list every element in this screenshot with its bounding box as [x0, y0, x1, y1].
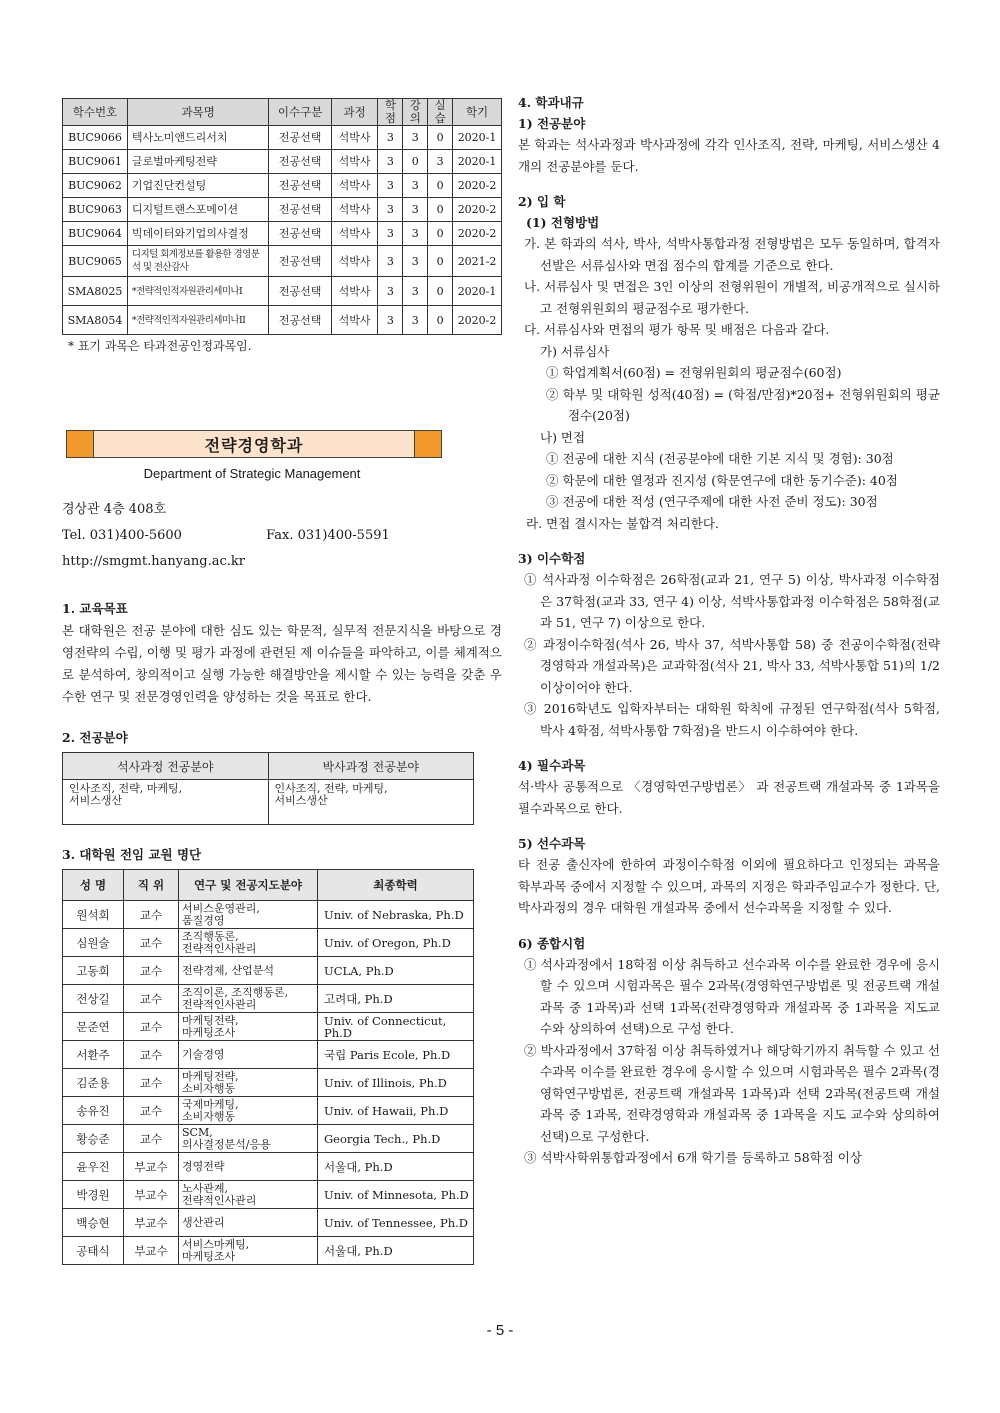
faculty-position: 부교수: [124, 1209, 179, 1237]
faculty-field: [179, 1153, 318, 1181]
faculty-name: 박경원: [63, 1181, 124, 1209]
faculty-field-line: 마케팅조사: [182, 1025, 236, 1039]
faculty-position: 부교수: [124, 1181, 179, 1209]
document-review-heading: 가) 서류심사: [540, 343, 610, 359]
contact-info: [62, 497, 502, 575]
course-practice: 0: [428, 277, 453, 306]
department-title-box: [66, 430, 442, 458]
course-practice: 0: [428, 198, 453, 222]
faculty-degree: 고려대, Ph.D: [318, 985, 474, 1013]
faculty-position: 교수: [124, 1041, 179, 1069]
course-practice: 0: [428, 126, 453, 150]
faculty-degree: 서울대, Ph.D: [318, 1153, 474, 1181]
credits-item: ② 과정이수학점(석사 26, 박사 37, 석박사통합 58) 중 전공이수학점(전략경영학과 개설과목)은 교과학점(석사 21, 박사 33, 석박사통합 51)의 1/2 이상이어야 한다.: [524, 636, 940, 695]
faculty-name: 송유진: [63, 1097, 124, 1125]
course-type: 전공선택: [269, 277, 331, 306]
faculty-position: 교수: [124, 1097, 179, 1125]
document-criterion: ① 학업계획서(60점) = 전형위원회의 평균점수(60점): [546, 365, 842, 380]
website-link[interactable]: http://smgmt.hanyang.ac.kr: [62, 554, 245, 569]
faculty-field: [179, 957, 318, 985]
course-row: [63, 246, 502, 277]
faculty-degree: Univ. of Illinois, Ph.D: [318, 1069, 474, 1097]
faculty-position: 교수: [124, 901, 179, 929]
faculty-row: [63, 1041, 474, 1069]
document-criterion: ② 학부 및 대학원 성적(40점) = (학점/만점)*20점+ 전형위원회의 평균점수(20점): [546, 386, 940, 423]
department-title: 전략경영학과: [204, 435, 304, 455]
course-course: 석박사: [331, 277, 378, 306]
faculty-field-line: 마케팅조사: [182, 1249, 236, 1263]
faculty-row: [63, 1181, 474, 1209]
course-course: 석박사: [331, 174, 378, 198]
faculty-degree: Univ. of Connecticut, Ph.D: [318, 1013, 474, 1041]
course-credit: 3: [378, 306, 403, 335]
faculty-field: [179, 1069, 318, 1097]
credits-heading: 3) 이수학점: [518, 551, 586, 566]
col-header: 강의: [403, 99, 428, 126]
selection-method-heading: (1) 전형방법: [526, 215, 600, 230]
course-credit: 3: [378, 222, 403, 246]
faculty-degree: UCLA, Ph.D: [318, 957, 474, 985]
course-practice: 0: [428, 222, 453, 246]
phd-fields-header: 박사과정 전공분야: [268, 753, 474, 780]
course-row: [63, 277, 502, 306]
course-lecture: 3: [403, 198, 428, 222]
faculty-name: 문준연: [63, 1013, 124, 1041]
page-number: - 5 -: [486, 1322, 514, 1339]
admission-heading: 2) 입 학: [518, 194, 566, 209]
faculty-table-header: [63, 870, 474, 901]
faculty-position: 교수: [124, 1069, 179, 1097]
prerequisite-text: 타 전공 출신자에 한하여 과정이수학점 이외에 필요하다고 인정되는 과목을 학부과목 중에서 지정할 수 있으며, 과목의 지정은 학과주임교수가 정한다. 단, 박사과정의 경우 대학원 개설과목 중에서 선수과목을 지정할 수 있다.: [518, 857, 941, 915]
course-lecture: 3: [403, 174, 428, 198]
faculty-field-line: 의사결정분석/응용: [182, 1137, 271, 1151]
faculty-row: [63, 1097, 474, 1125]
course-code: BUC9062: [63, 174, 128, 198]
faculty-field-line: 마케팅전략,: [182, 1069, 239, 1083]
faculty-field-line: 마케팅전략,: [182, 1013, 239, 1027]
course-row: [63, 222, 502, 246]
course-name: 디지털트랜스포메이션: [127, 198, 268, 222]
required-courses-text: 석·박사 공통적으로 〈경영학연구방법론〉 과 전공트랙 개설과목 중 1과목을 필수과목으로 한다.: [518, 779, 940, 816]
course-lecture: 3: [403, 277, 428, 306]
office-location: 경상관 4층 408호: [62, 502, 167, 517]
course-code: BUC9061: [63, 150, 128, 174]
course-credit: 3: [378, 126, 403, 150]
education-goal-text: 본 대학원은 전공 분야에 대한 심도 있는 학문적, 실무적 전문지식을 바탕으로 경영전략의 수립, 이행 및 평가 과정에 관련된 제 이슈들을 파악하고, 이를 체계적으로 분석하여, 창의적이고 실행 가능한 해결방안을 제시할 수 있는 능력을 갖춘 우수한 연구 및 전문경영인력을 양성하는 것을 목표로 한다.: [62, 623, 502, 704]
col-header: 연구 및 전공지도분야: [179, 870, 318, 901]
faculty-position: 교수: [124, 985, 179, 1013]
course-practice: 0: [428, 246, 453, 277]
faculty-field-line: 전략경제, 산업분석: [182, 963, 275, 977]
course-code: BUC9066: [63, 126, 128, 150]
faculty-position: 교수: [124, 957, 179, 985]
comprehensive-exam-heading: 6) 종합시험: [518, 935, 586, 951]
faculty-name: 전상길: [63, 985, 124, 1013]
course-practice: 0: [428, 174, 453, 198]
faculty-position: 부교수: [124, 1153, 179, 1181]
faculty-row: [63, 1237, 474, 1265]
exam-item: ① 석사과정에서 18학점 이상 취득하고 선수과목 이수를 완료한 경우에 응시할 수 있으며 시험과목은 필수 2과목(경영학연구방법론 및 전공트랙 개설과목 중 1과목)과 선택 1과목(전략경영학과 개설과목 중 1과목을 지도교수와 상의하여 선택)으로 구성 한다.: [524, 956, 940, 1036]
course-semester: 2020-1: [453, 126, 502, 150]
faculty-field-line: 소비자행동: [182, 1081, 236, 1095]
faculty-degree: Univ. of Hawaii, Ph.D: [318, 1097, 474, 1125]
faculty-row: [63, 1125, 474, 1153]
col-header: 최종학력: [318, 870, 474, 901]
course-course: 석박사: [331, 306, 378, 335]
course-name: 디지털 회계정보를 활용한 경영분석 및 전산감사: [127, 246, 268, 277]
course-semester: 2020-2: [453, 198, 502, 222]
phd-fields-line: 서비스생산: [274, 794, 328, 807]
faculty-name: 서환주: [63, 1041, 124, 1069]
faculty-field-line: 노사관계,: [182, 1181, 229, 1195]
course-name: 빅데이터와기업의사결정: [127, 222, 268, 246]
admission-item-ra: 라. 면접 결시자는 불합격 처리한다.: [526, 515, 719, 531]
course-lecture: 3: [403, 246, 428, 277]
course-code: BUC9064: [63, 222, 128, 246]
accent-bar-right: [414, 430, 442, 458]
col-header: 이수구분: [269, 99, 331, 126]
course-lecture: 3: [403, 306, 428, 335]
course-name: *전략적인적자원관리세미나II: [127, 306, 268, 335]
faculty-field-line: 서비스마케팅,: [182, 1237, 250, 1251]
course-credit: 3: [378, 277, 403, 306]
faculty-field-line: 생산관리: [182, 1215, 225, 1229]
faculty-name: 김준용: [63, 1069, 124, 1097]
faculty-name: 황승준: [63, 1125, 124, 1153]
course-lecture: 0: [403, 150, 428, 174]
course-practice: 3: [428, 150, 453, 174]
col-header: 학기: [453, 99, 502, 126]
faculty-name: 원석희: [63, 901, 124, 929]
col-header: 직 위: [124, 870, 179, 901]
education-goal-heading: 1. 교육목표: [62, 601, 128, 616]
course-row: [63, 150, 502, 174]
telephone: Tel. 031)400-5600: [62, 528, 182, 543]
fax: Fax. 031)400-5591: [266, 528, 390, 543]
faculty-field: [179, 1209, 318, 1237]
master-fields-cell: [63, 780, 269, 825]
course-semester: 2020-1: [453, 150, 502, 174]
course-row: [63, 174, 502, 198]
faculty-degree: Univ. of Minnesota, Ph.D: [318, 1181, 474, 1209]
master-fields-line: 인사조직, 전략, 마케팅,: [69, 782, 183, 795]
course-lecture: 3: [403, 222, 428, 246]
col-header: 성 명: [63, 870, 124, 901]
admission-item-da: 다. 서류심사와 면접의 평가 항목 및 배점은 다음과 같다.: [524, 322, 830, 337]
col-header: 학점: [378, 99, 403, 126]
faculty-row: [63, 929, 474, 957]
course-code: BUC9063: [63, 198, 128, 222]
faculty-row: [63, 901, 474, 929]
faculty-row: [63, 1069, 474, 1097]
faculty-position: 부교수: [124, 1237, 179, 1265]
course-note: * 표기 과목은 타과전공인정과목임.: [68, 339, 252, 353]
course-semester: 2020-1: [453, 277, 502, 306]
course-course: 석박사: [331, 246, 378, 277]
phd-fields-line: 인사조직, 전략, 마케팅,: [274, 782, 388, 795]
faculty-field: [179, 1181, 318, 1209]
faculty-position: 교수: [124, 1013, 179, 1041]
course-name: 기업진단컨설팅: [127, 174, 268, 198]
course-credit: 3: [378, 174, 403, 198]
faculty-field: [179, 1125, 318, 1153]
faculty-position: 교수: [124, 1125, 179, 1153]
right-column: [518, 92, 940, 1169]
faculty-degree: 서울대, Ph.D: [318, 1237, 474, 1265]
faculty-field-line: 소비자행동: [182, 1109, 236, 1123]
course-row: [63, 126, 502, 150]
faculty-field-line: 서비스운영관리,: [182, 901, 260, 915]
interview-criterion: ① 전공에 대한 지식 (전공분야에 대한 기본 지식 및 경험): 30점: [546, 451, 894, 466]
faculty-row: [63, 1209, 474, 1237]
faculty-name: 고동희: [63, 957, 124, 985]
rules-heading: 4. 학과내규: [518, 95, 584, 110]
faculty-row: [63, 1153, 474, 1181]
faculty-field-line: SCM,: [182, 1125, 213, 1139]
course-type: 전공선택: [269, 198, 331, 222]
faculty-field: [179, 1041, 318, 1069]
course-course: 석박사: [331, 126, 378, 150]
course-type: 전공선택: [269, 222, 331, 246]
faculty-degree: 국립 Paris Ecole, Ph.D: [318, 1041, 474, 1069]
faculty-field-line: 전략적인사관리: [182, 941, 257, 955]
faculty-field-line: 경영전략: [182, 1159, 225, 1173]
faculty-field-line: 국제마케팅,: [182, 1097, 239, 1111]
phone-fax-line: [62, 523, 502, 549]
course-course: 석박사: [331, 150, 378, 174]
course-row: [63, 198, 502, 222]
faculty-field-line: 전략적인사관리: [182, 997, 257, 1011]
fields-text: 본 학과는 석사과정과 박사과정에 각각 인사조직, 전략, 마케팅, 서비스생산 4개의 전공분야를 둔다.: [518, 137, 940, 174]
major-fields-heading: 2. 전공분야: [62, 730, 128, 745]
exam-item: ② 박사과정에서 37학점 이상 취득하였거나 해당학기까지 취득할 수 있고 선수과목 이수를 완료한 경우에 응시할 수 있으며 시험과목은 필수 2과목(경영학연구방법론, 전공트랙 개설과목 1과목)과 선택 2과목(전공트랙 개설과목 중 1과목, 전략경영학과 개설과목 중 1과목을 지도 교수와 상의하여 선택)으로 구성한다.: [524, 1042, 940, 1144]
course-type: 전공선택: [269, 126, 331, 150]
faculty-field-line: 조직행동론,: [182, 929, 239, 943]
course-course: 석박사: [331, 198, 378, 222]
faculty-field-line: 기술경영: [182, 1047, 225, 1061]
faculty-field: [179, 1237, 318, 1265]
col-header: 실습: [428, 99, 453, 126]
course-lecture: 3: [403, 126, 428, 150]
course-table: [62, 98, 502, 335]
course-code: SMA8054: [63, 306, 128, 335]
faculty-field: [179, 901, 318, 929]
faculty-field: [179, 985, 318, 1013]
admission-item-na: 나. 서류심사 및 면접은 3인 이상의 전형위원이 개별적, 비공개적으로 실시하고 전형위원회의 평균점수로 평가한다.: [524, 279, 940, 316]
interview-criterion: ③ 전공에 대한 적성 (연구주제에 대한 사전 준비 정도): 30점: [546, 494, 878, 509]
credits-item: ③ 2016학년도 입학자부터는 대학원 학칙에 규정된 연구학점(석사 5학점, 박사 4학점, 석박사통합 7학점)을 반드시 이수하여야 한다.: [524, 701, 940, 738]
faculty-row: [63, 985, 474, 1013]
credits-item: ① 석사과정 이수학점은 26학점(교과 21, 연구 5) 이상, 박사과정 이수학점은 37학점(교과 33, 연구 4) 이상, 석박사통합과정 이수학점은 58학점(교과 51, 연구 7) 이상으로 한다.: [524, 572, 940, 630]
faculty-name: 공태식: [63, 1237, 124, 1265]
faculty-degree: Univ. of Tennessee, Ph.D: [318, 1209, 474, 1237]
faculty-table: [62, 869, 474, 1265]
col-header: 과정: [331, 99, 378, 126]
interview-heading: 나) 면접: [540, 429, 586, 445]
accent-bar-left: [66, 430, 94, 458]
department-english-name: Department of Strategic Management: [143, 466, 361, 481]
course-semester: 2020-2: [453, 174, 502, 198]
course-name: *전략적인적자원관리세미나I: [127, 277, 268, 306]
interview-criterion: ② 학문에 대한 열정과 진지성 (학문연구에 대한 동기수준): 40점: [546, 472, 898, 488]
prerequisite-heading: 5) 선수과목: [518, 836, 586, 851]
course-semester: 2020-2: [453, 222, 502, 246]
course-type: 전공선택: [269, 246, 331, 277]
faculty-field: [179, 1097, 318, 1125]
phd-fields-cell: [268, 780, 474, 825]
faculty-name: 백승현: [63, 1209, 124, 1237]
course-name: 글로벌마케팅전략: [127, 150, 268, 174]
course-semester: 2021-2: [453, 246, 502, 277]
faculty-field-line: 전략적인사관리: [182, 1193, 257, 1207]
faculty-field: [179, 929, 318, 957]
major-fields-table: [62, 752, 474, 825]
course-type: 전공선택: [269, 306, 331, 335]
course-credit: 3: [378, 150, 403, 174]
faculty-name: 윤우진: [63, 1153, 124, 1181]
faculty-row: [63, 1013, 474, 1041]
required-courses-heading: 4) 필수과목: [518, 758, 586, 773]
left-column: [62, 98, 502, 1265]
course-practice: 0: [428, 306, 453, 335]
course-type: 전공선택: [269, 150, 331, 174]
admission-item-ga: 가. 본 학과의 석사, 박사, 석박사통합과정 전형방법은 모두 동일하며, 합격자 선발은 서류심사와 면접 점수의 합계를 기준으로 한다.: [524, 236, 940, 273]
col-header: 학수번호: [63, 99, 128, 126]
master-fields-header: 석사과정 전공분야: [63, 753, 269, 780]
faculty-position: 교수: [124, 929, 179, 957]
faculty-heading: 3. 대학원 전임 교원 명단: [62, 847, 202, 862]
faculty-row: [63, 957, 474, 985]
course-semester: 2020-2: [453, 306, 502, 335]
fields-subheading: 1) 전공분야: [518, 116, 586, 131]
course-name: 텍사노미앤드리서치: [127, 126, 268, 150]
col-header: 과목명: [127, 99, 268, 126]
faculty-name: 심원술: [63, 929, 124, 957]
faculty-field-line: 조직이론, 조직행동론,: [182, 985, 289, 999]
course-credit: 3: [378, 198, 403, 222]
faculty-degree: Univ. of Nebraska, Ph.D: [318, 901, 474, 929]
faculty-degree: Georgia Tech., Ph.D: [318, 1125, 474, 1153]
faculty-field-line: 품질경영: [182, 913, 225, 927]
course-course: 석박사: [331, 222, 378, 246]
course-credit: 3: [378, 246, 403, 277]
course-code: BUC9065: [63, 246, 128, 277]
course-type: 전공선택: [269, 174, 331, 198]
master-fields-line: 서비스생산: [69, 794, 123, 807]
course-code: SMA8025: [63, 277, 128, 306]
faculty-field: [179, 1013, 318, 1041]
faculty-degree: Univ. of Oregon, Ph.D: [318, 929, 474, 957]
course-table-header: [63, 99, 502, 126]
exam-item: ③ 석박사학위통합과정에서 6개 학기를 등록하고 58학점 이상: [524, 1150, 862, 1165]
course-row: [63, 306, 502, 335]
